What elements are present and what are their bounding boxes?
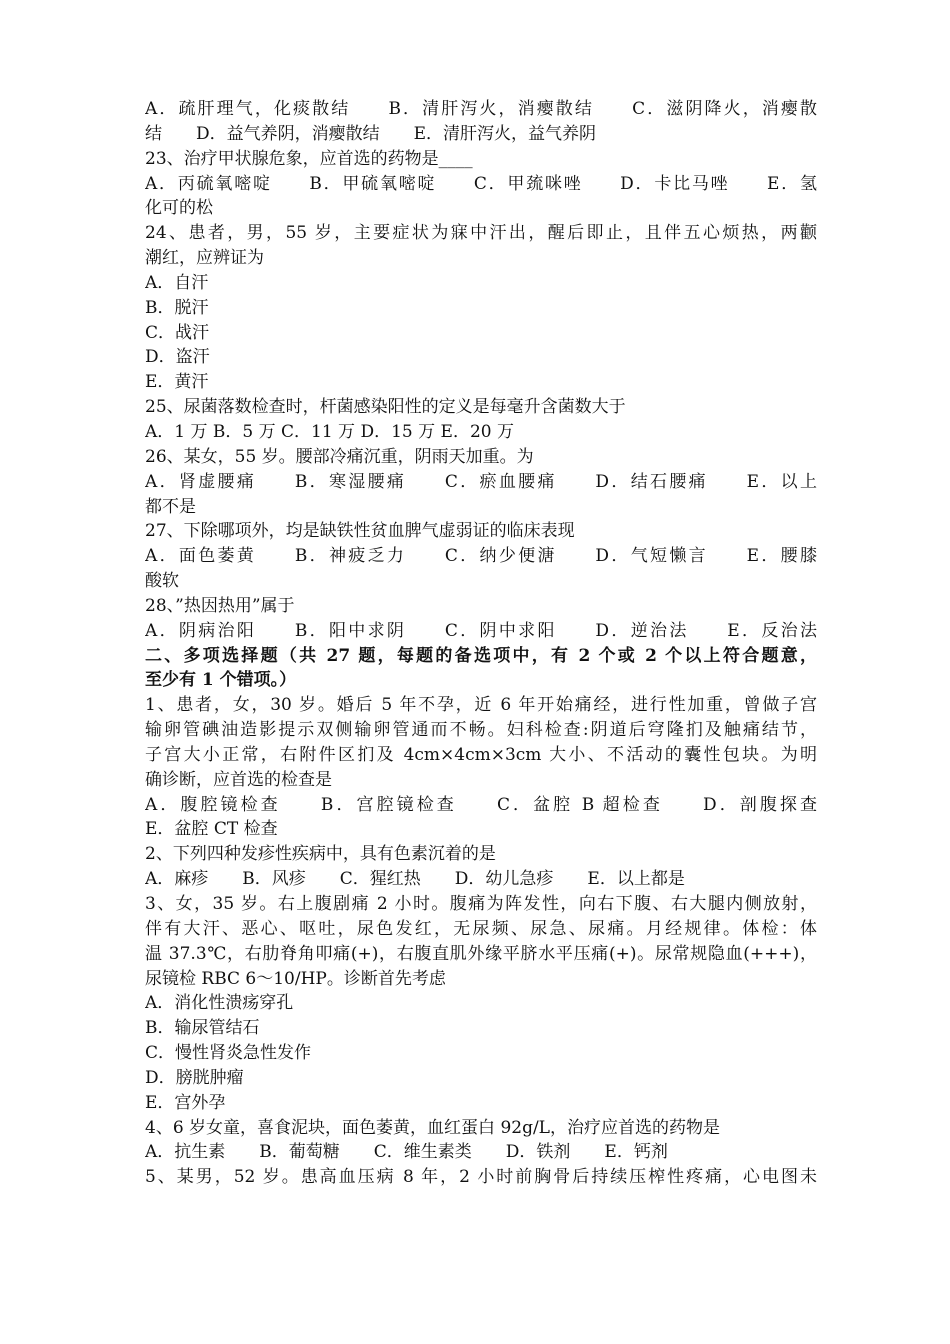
text-line: A．阴病治阳 B．阳中求阴 C．阴中求阳 D．逆治法 E．反治法	[145, 620, 817, 641]
text-line: 27、下除哪项外，均是缺铁性贫血脾气虚弱证的临床表现	[145, 521, 575, 542]
text-line: C．慢性肾炎急性发作	[145, 1043, 312, 1064]
text-line: A．腹腔镜检查 B．宫腔镜检查 C．盆腔 B 超检查 D．剖腹探查	[145, 794, 817, 815]
text-line: 输卵管碘油造影提示双侧输卵管通而不畅。妇科检查:阴道后穹隆扪及触痛结节，	[145, 720, 817, 741]
section-heading-line: 至少有 1 个错项。）	[145, 670, 297, 691]
text-line: 尿镜检 RBC 6～10/HP。诊断首先考虑	[145, 968, 446, 989]
text-line: B．脱汗	[145, 297, 209, 318]
text-line: E．宫外孕	[145, 1092, 226, 1113]
text-line: 温 37.3℃，右肋脊角叩痛(+)，右腹直肌外缘平脐水平压痛(+)。尿常规隐血(+++)，	[145, 943, 817, 964]
text-line: 确诊断，应首选的检查是	[145, 769, 332, 790]
text-line: 酸软	[145, 571, 179, 592]
text-line: A．抗生素 B．葡萄糖 C．维生素类 D．铁剂 E．钙剂	[145, 1142, 668, 1163]
section-heading-line: 二、多项选择题（共 27 题，每题的备选项中，有 2 个或 2 个以上符合题意，	[145, 645, 817, 666]
text-line: B．输尿管结石	[145, 1018, 260, 1039]
text-line: 28、”热因热用”属于	[145, 595, 295, 616]
text-line: A．自汗	[145, 272, 209, 293]
text-line: A．丙硫氧嘧啶 B．甲硫氧嘧啶 C．甲巯咪唑 D．卡比马唑 E．氢	[145, 173, 817, 194]
text-line: A．1 万 B．5 万 C．11 万 D．15 万 E．20 万	[145, 421, 514, 442]
text-line: A．面色萎黄 B．神疲乏力 C．纳少便溏 D．气短懒言 E．腰膝	[145, 546, 817, 567]
text-line: A．消化性溃疡穿孔	[145, 993, 294, 1014]
text-line: 结 D．益气养阴，消瘿散结 E．清肝泻火，益气养阴	[145, 123, 597, 144]
text-line: 3、女，35 岁。右上腹剧痛 2 小时。腹痛为阵发性，向右下腹、右大腿内侧放射，	[145, 894, 817, 914]
text-line: 23、治疗甲状腺危象，应首选的药物是____	[145, 148, 473, 169]
text-line: 5、某男，52 岁。患高血压病 8 年，2 小时前胸骨后持续压榨性疼痛，心电图未	[145, 1167, 817, 1188]
text-line: 都不是	[145, 496, 196, 517]
text-line: D．盗汗	[145, 347, 210, 368]
text-line: 化可的松	[145, 198, 213, 219]
text-line: 4、6 岁女童，喜食泥块，面色萎黄，血红蛋白 92g/L，治疗应首选的药物是	[145, 1117, 720, 1138]
text-line: 潮红，应辨证为	[145, 248, 264, 269]
text-line: E．黄汗	[145, 372, 209, 393]
text-line: A．疏肝理气，化痰散结 B．清肝泻火，消瘿散结 C．滋阴降火，消瘿散	[145, 99, 817, 119]
text-line: 26、某女，55 岁。腰部冷痛沉重，阴雨天加重。为	[145, 446, 534, 467]
text-line: 伴有大汗、恶心、呕吐，尿色发红，无尿频、尿急、尿痛。月经规律。体检：体	[145, 918, 817, 939]
text-line: C．战汗	[145, 322, 210, 343]
text-line: A．肾虚腰痛 B．寒湿腰痛 C．瘀血腰痛 D．结石腰痛 E．以上	[145, 471, 817, 492]
text-line: 24、患者，男，55 岁，主要症状为寐中汗出，醒后即止，且伴五心烦热，两颧	[145, 223, 817, 244]
text-line: 1、患者，女，30 岁。婚后 5 年不孕，近 6 年开始痛经，进行性加重，曾做子宫	[145, 695, 817, 716]
text-line: D．膀胱肿瘤	[145, 1067, 244, 1088]
text-line: 2、下列四种发疹性疾病中，具有色素沉着的是	[145, 844, 496, 865]
text-line: 子宫大小正常，右附件区扪及 4cm×4cm×3cm 大小、不活动的囊性包块。为明	[145, 744, 817, 765]
document-body	[145, 97, 817, 1190]
text-line: 25、尿菌落数检查时，杆菌感染阳性的定义是每毫升含菌数大于	[145, 397, 626, 418]
text-line: E．盆腔 CT 检查	[145, 819, 278, 840]
text-line: A．麻疹 B．风疹 C．猩红热 D．幼儿急疹 E．以上都是	[145, 869, 685, 890]
